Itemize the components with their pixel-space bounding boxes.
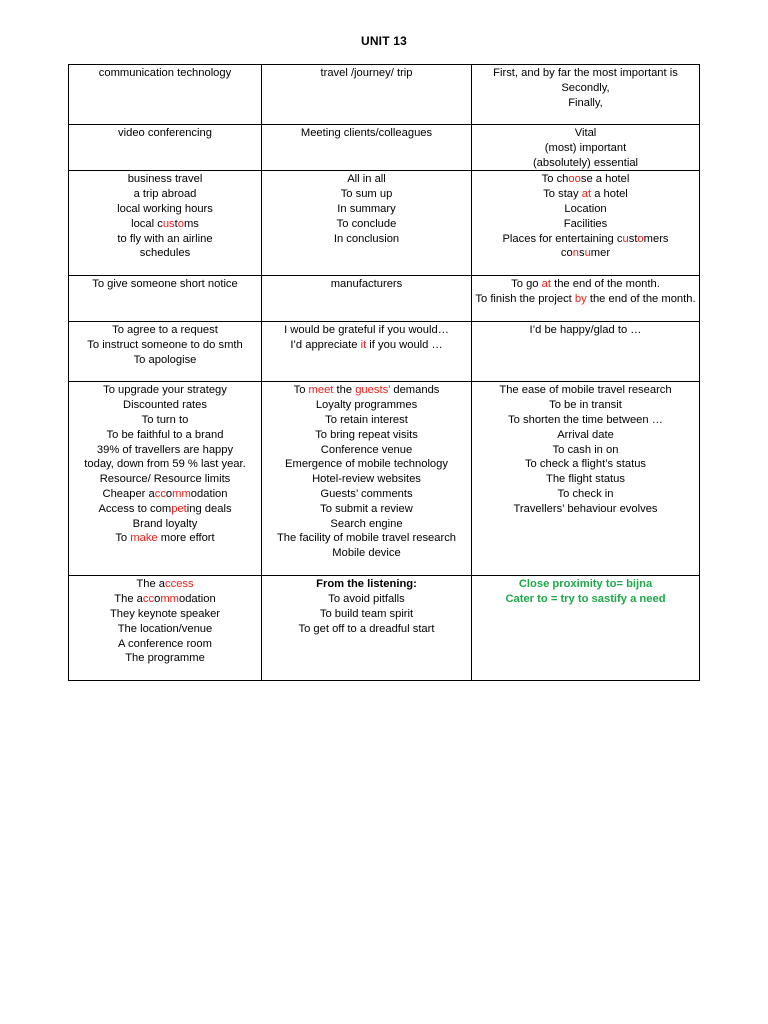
cell-line: [475, 277, 696, 292]
cell-line: [72, 398, 258, 413]
text-run: Loyalty programmes: [315, 399, 418, 412]
text-run: To: [115, 532, 131, 545]
text-run: mer: [590, 247, 611, 260]
text-run: ing deals: [186, 502, 232, 515]
cell-line: [475, 96, 696, 111]
text-run: it: [360, 339, 367, 352]
text-run: a hotel: [591, 188, 628, 201]
text-run: To be faithful to a brand: [106, 428, 224, 441]
table-row: [69, 576, 700, 681]
text-run: To check a flight’s status: [524, 458, 647, 471]
cell-line: [265, 126, 468, 141]
cell-line: [475, 487, 696, 502]
cell-line: [72, 502, 258, 517]
text-run: mers: [643, 232, 669, 245]
text-run: o: [637, 232, 644, 245]
cell-line: [265, 443, 468, 458]
cell-line: [265, 383, 468, 398]
cell-line: [265, 531, 468, 546]
cell-line: [475, 592, 696, 607]
text-run: To go: [511, 278, 542, 291]
table-row: [69, 171, 700, 276]
table-cell: [262, 125, 472, 171]
text-run: To give someone short notice: [92, 278, 238, 291]
text-run: us: [162, 217, 175, 230]
text-run: at: [541, 278, 551, 291]
text-run: o: [177, 217, 184, 230]
text-run: communication technology: [98, 67, 232, 79]
text-run: The programme: [125, 652, 205, 665]
text-run: Location: [564, 202, 607, 215]
text-run: The flight status: [546, 473, 625, 486]
text-run: To submit a review: [320, 502, 413, 515]
text-run: Access to com: [98, 502, 172, 515]
text-run: odation: [178, 593, 216, 606]
table-cell: [69, 65, 262, 125]
text-run: Cater to = try to sastify a need: [505, 593, 666, 606]
text-run: Mobile device: [332, 547, 401, 560]
text-run: The facility of mobile travel research: [276, 532, 457, 545]
text-run: ms: [183, 217, 199, 230]
text-run: demands: [390, 384, 440, 397]
cell-line: [475, 172, 696, 187]
text-run: From the listening:: [316, 578, 417, 591]
text-run: Arrival date: [557, 428, 614, 441]
cell-line: [72, 338, 258, 353]
text-run: the end of the month.: [586, 293, 696, 306]
cell-line: [72, 217, 258, 232]
text-run: Secondly,: [561, 81, 610, 94]
cell-line: [265, 232, 468, 247]
table-row: [69, 125, 700, 171]
cell-line: [265, 577, 468, 592]
text-run: local working hours: [117, 202, 213, 215]
text-run: Emergence of mobile technology: [285, 458, 448, 471]
cell-line: [72, 637, 258, 652]
text-run: odation: [190, 487, 228, 500]
cell-line: [72, 607, 258, 622]
cell-line: [72, 172, 258, 187]
text-run: To: [293, 384, 309, 397]
text-run: To build team spirit: [319, 607, 414, 620]
text-run: meet: [308, 384, 334, 397]
cell-line: [265, 277, 468, 292]
vocabulary-table: [68, 64, 700, 681]
text-run: Discounted rates: [123, 399, 207, 412]
table-row: [69, 65, 700, 125]
text-run: I’d be happy/glad to …: [529, 324, 642, 337]
table-row: [69, 276, 700, 322]
text-run: pet: [171, 502, 187, 515]
text-run: I’d appreciate: [290, 339, 361, 352]
cell-line: [475, 217, 696, 232]
cell-line: [72, 592, 258, 607]
text-run: u: [584, 247, 591, 260]
text-run: n: [572, 247, 579, 260]
cell-line: [265, 502, 468, 517]
text-run: more effort: [157, 532, 215, 545]
cell-line: [265, 202, 468, 217]
cell-line: [72, 383, 258, 398]
text-run: mm: [160, 593, 179, 606]
cell-line: [72, 126, 258, 141]
text-run: Brand loyalty: [132, 517, 198, 530]
table-cell: [69, 382, 262, 576]
text-run: (absolutely) essential: [532, 156, 639, 169]
text-run: cc: [154, 487, 166, 500]
text-run: if you would …: [366, 339, 443, 352]
text-run: guests’: [355, 384, 391, 397]
text-run: To apologise: [133, 353, 197, 366]
text-run: the end of the month.: [550, 278, 660, 291]
cell-line: [475, 398, 696, 413]
cell-line: [475, 246, 696, 261]
text-run: The a: [136, 578, 165, 591]
cell-line: [72, 323, 258, 338]
cell-line: [265, 413, 468, 428]
cell-line: [72, 577, 258, 592]
table-cell: [472, 576, 700, 681]
page-title: UNIT 13: [360, 34, 408, 48]
cell-line: [72, 651, 258, 666]
cell-line: [475, 126, 696, 141]
table-cell: [472, 382, 700, 576]
text-run: In summary: [337, 202, 396, 215]
cell-line: [475, 187, 696, 202]
text-run: Vital: [574, 127, 597, 139]
text-run: at: [581, 188, 592, 201]
text-run: mm: [172, 487, 191, 500]
text-run: t: [174, 217, 178, 230]
table-cell: [472, 276, 700, 322]
text-run: They keynote speaker: [109, 607, 221, 620]
table-row: [69, 322, 700, 382]
text-run: To agree to a request: [112, 324, 218, 337]
text-run: The ease of mobile travel research: [499, 384, 672, 397]
cell-line: [475, 81, 696, 96]
table-cell: [262, 276, 472, 322]
text-run: First, and by far the most important is: [493, 67, 678, 79]
text-run: co: [560, 247, 573, 260]
text-run: Meeting clients/colleagues: [300, 127, 433, 139]
table-cell: [472, 171, 700, 276]
cell-line: [265, 472, 468, 487]
text-run: schedules: [139, 247, 191, 260]
text-run: the: [333, 384, 356, 397]
table-cell: [472, 125, 700, 171]
table-cell: [262, 322, 472, 382]
text-run: Conference venue: [320, 443, 413, 456]
text-run: To turn to: [141, 413, 189, 426]
table-cell: [69, 576, 262, 681]
cell-line: [475, 502, 696, 517]
text-run: To cash in on: [552, 443, 619, 456]
text-run: manufacturers: [330, 278, 403, 291]
cell-line: [72, 443, 258, 458]
text-run: o: [165, 487, 173, 500]
cell-line: [475, 202, 696, 217]
text-run: To retain interest: [325, 413, 408, 426]
text-run: 39% of travellers are happy: [96, 443, 234, 456]
text-run: To bring repeat visits: [315, 428, 418, 441]
cell-line: [475, 443, 696, 458]
cell-line: [72, 277, 258, 292]
text-run: by: [574, 293, 587, 306]
table-cell: [472, 322, 700, 382]
cell-line: [72, 187, 258, 202]
text-run: (most) important: [544, 141, 627, 154]
text-run: Places for entertaining c: [502, 232, 623, 245]
text-run: today, down from 59 % last year.: [84, 458, 246, 471]
text-run: Close proximity to= bijna: [518, 578, 653, 591]
text-run: To upgrade your strategy: [103, 384, 227, 397]
cell-line: [475, 413, 696, 428]
text-run: Resource/ Resource limits: [99, 473, 231, 486]
text-run: To finish the project: [475, 293, 575, 306]
text-run: Travellers’ behaviour evolves: [513, 502, 658, 515]
text-run: To check in: [557, 487, 614, 500]
text-run: video conferencing: [118, 127, 212, 139]
text-run: In conclusion: [333, 232, 400, 245]
text-run: Search engine: [330, 517, 403, 530]
text-run: s: [578, 247, 585, 260]
cell-line: [475, 141, 696, 156]
cell-line: [475, 292, 696, 307]
text-run: travel /journey/ trip: [320, 67, 413, 79]
text-run: o: [154, 593, 161, 606]
table-cell: [69, 171, 262, 276]
text-run: ccess: [165, 578, 194, 591]
text-run: To avoid pitfalls: [328, 593, 405, 606]
cell-line: [265, 187, 468, 202]
cell-line: [72, 531, 258, 546]
cell-line: [265, 622, 468, 637]
cell-line: [72, 202, 258, 217]
text-run: Hotel-review websites: [312, 473, 421, 486]
text-run: To stay: [543, 188, 582, 201]
cell-line: [72, 457, 258, 472]
text-run: The location/venue: [117, 622, 213, 635]
cell-line: [265, 66, 468, 81]
table-cell: [69, 125, 262, 171]
cell-line: [72, 232, 258, 247]
cell-line: [475, 457, 696, 472]
cell-line: [72, 66, 258, 81]
table-cell: [262, 65, 472, 125]
text-run: To shorten the time between …: [508, 413, 663, 426]
cell-line: [265, 217, 468, 232]
cell-line: [265, 398, 468, 413]
text-run: To ch: [541, 173, 569, 186]
table-cell: [262, 171, 472, 276]
text-run: To sum up: [340, 188, 393, 201]
cell-line: [475, 323, 696, 338]
cell-line: [475, 577, 696, 592]
cell-line: [72, 413, 258, 428]
cell-line: [475, 383, 696, 398]
text-run: The a: [114, 593, 143, 606]
cell-line: [475, 472, 696, 487]
text-run: a trip abroad: [133, 188, 197, 201]
text-run: oo: [568, 173, 581, 186]
text-run: st: [628, 232, 638, 245]
text-run: Facilities: [563, 217, 608, 230]
cell-line: [265, 592, 468, 607]
cell-line: [72, 472, 258, 487]
text-run: Guests’ comments: [320, 487, 413, 500]
cell-line: [265, 428, 468, 443]
text-run: I would be grateful if you would…: [284, 324, 449, 337]
text-run: to fly with an airline: [117, 232, 213, 245]
cell-line: [72, 487, 258, 502]
cell-line: [475, 428, 696, 443]
table-row: [69, 382, 700, 576]
cell-line: [72, 428, 258, 443]
text-run: cc: [142, 593, 155, 606]
text-run: local c: [131, 217, 163, 230]
text-run: To conclude: [336, 217, 397, 230]
text-run: To be in transit: [549, 399, 622, 412]
table-cell: [69, 322, 262, 382]
cell-line: [265, 338, 468, 353]
text-run: business travel: [127, 173, 203, 186]
text-run: To instruct someone to do smth: [87, 339, 243, 352]
cell-line: [265, 487, 468, 502]
cell-line: [265, 323, 468, 338]
cell-line: [475, 66, 696, 81]
text-run: To get off to a dreadful start: [298, 622, 435, 635]
cell-line: [475, 232, 696, 247]
cell-line: [475, 156, 696, 171]
table-cell: [262, 382, 472, 576]
cell-line: [265, 607, 468, 622]
cell-line: [72, 246, 258, 261]
table-cell: [472, 65, 700, 125]
text-run: se a hotel: [580, 173, 630, 186]
cell-line: [265, 457, 468, 472]
text-run: Cheaper a: [102, 487, 155, 500]
cell-line: [72, 622, 258, 637]
text-run: Finally,: [568, 96, 603, 109]
text-run: u: [622, 232, 629, 245]
cell-line: [72, 353, 258, 368]
cell-line: [72, 517, 258, 532]
cell-line: [265, 517, 468, 532]
text-run: make: [130, 532, 158, 545]
text-run: A conference room: [118, 637, 212, 650]
text-run: All in all: [347, 173, 386, 186]
cell-line: [265, 546, 468, 561]
table-cell: [262, 576, 472, 681]
cell-line: [265, 172, 468, 187]
table-cell: [69, 276, 262, 322]
